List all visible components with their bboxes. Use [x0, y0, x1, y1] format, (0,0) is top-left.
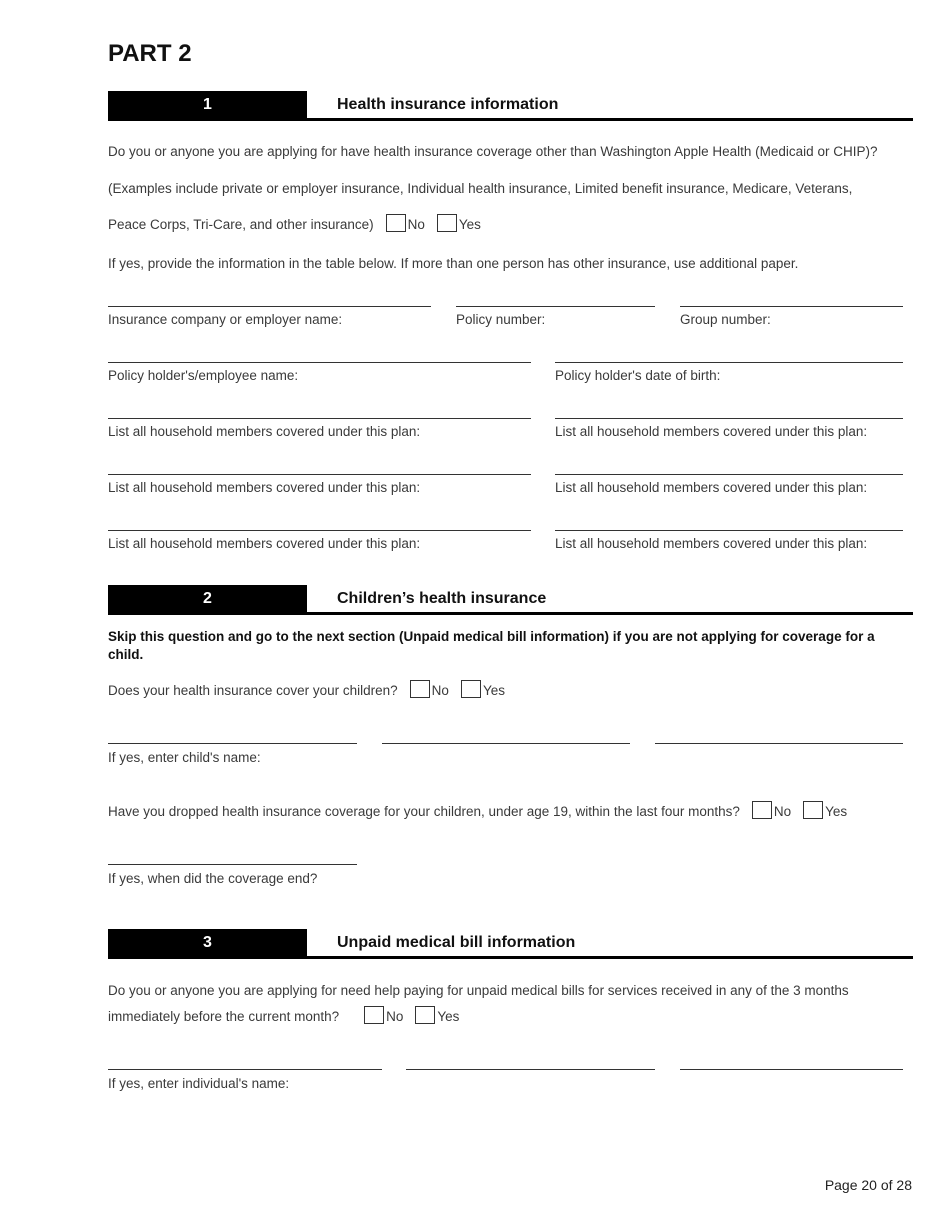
- policy-number-field[interactable]: [456, 306, 655, 307]
- s1-question-line-2: (Examples include private or employer insurance, Individual health insurance, Limited benefit insurance, Medicare, Veterans,: [108, 181, 853, 196]
- s3-no-checkbox[interactable]: [364, 1006, 384, 1024]
- holder-name-label: Policy holder's/employee name:: [108, 368, 299, 383]
- section-title: Health insurance information: [337, 96, 559, 113]
- s3-question-line-2-text: immediately before the current month?: [108, 1009, 340, 1024]
- member-field[interactable]: [555, 530, 903, 531]
- s1-question-line-3-text: Peace Corps, Tri-Care, and other insurance): [108, 217, 374, 232]
- s2-dropped-yes-label: Yes: [825, 804, 848, 819]
- section-number: 3: [108, 929, 307, 956]
- child-name-field[interactable]: [108, 743, 357, 744]
- group-number-field[interactable]: [680, 306, 903, 307]
- s3-yes-label: Yes: [437, 1009, 460, 1024]
- child-name-field[interactable]: [655, 743, 903, 744]
- s2-cover-no-label: No: [431, 683, 449, 698]
- coverage-end-field[interactable]: [108, 864, 357, 865]
- coverage-end-label: If yes, when did the coverage end?: [108, 871, 318, 886]
- child-name-label: If yes, enter child's name:: [108, 750, 261, 765]
- section-3-header: [108, 929, 913, 959]
- s2-cover-yes-checkbox[interactable]: [461, 680, 481, 698]
- s3-no-label: No: [386, 1009, 404, 1024]
- holder-name-field[interactable]: [108, 362, 531, 363]
- individual-name-field[interactable]: [406, 1069, 655, 1070]
- s2-cover-question-text: Does your health insurance cover your children?: [108, 683, 398, 698]
- s2-cover-no-checkbox[interactable]: [410, 680, 430, 698]
- section-number: 1: [108, 91, 307, 118]
- section-title: Unpaid medical bill information: [337, 934, 576, 951]
- page-number: Page 20 of 28: [824, 1177, 912, 1193]
- group-number-label: Group number:: [680, 312, 771, 327]
- members-label: List all household members covered under this plan:: [108, 536, 421, 551]
- section-number: 2: [108, 585, 307, 612]
- s3-yes-checkbox[interactable]: [415, 1006, 435, 1024]
- member-field[interactable]: [108, 418, 531, 419]
- s2-dropped-yes-checkbox[interactable]: [803, 801, 823, 819]
- section-title: Children’s health insurance: [337, 590, 547, 607]
- s2-cover-yes-label: Yes: [482, 683, 505, 698]
- s1-question-line-1: Do you or anyone you are applying for have health insurance coverage other than Washington Apple Health (Medicaid or CHIP)?: [108, 144, 878, 159]
- s2-dropped-question-text: Have you dropped health insurance coverage for your children, under age 19, within the last four months?: [108, 804, 740, 819]
- members-label: List all household members covered under this plan:: [555, 424, 868, 439]
- insurer-name-label: Insurance company or employer name:: [108, 312, 343, 327]
- s2-skip-note: Skip this question and go to the next section (Unpaid medical bill information) if you are not applying for coverage for a child.: [108, 629, 875, 662]
- s2-dropped-no-label: No: [773, 804, 792, 819]
- s1-yes-checkbox[interactable]: [437, 214, 457, 232]
- insurer-name-field[interactable]: [108, 306, 431, 307]
- policy-number-label: Policy number:: [456, 312, 546, 327]
- s1-no-checkbox[interactable]: [386, 214, 406, 232]
- holder-dob-label: Policy holder's date of birth:: [555, 368, 721, 383]
- s3-question-line-1: Do you or anyone you are applying for need help paying for unpaid medical bills for services received in any of the 3 months: [108, 983, 849, 998]
- members-label: List all household members covered under this plan:: [108, 424, 421, 439]
- s3-question-line-2: [108, 1005, 459, 1029]
- section-1-header: [108, 91, 913, 121]
- s2-dropped-question: [108, 800, 847, 824]
- members-label: List all household members covered under this plan:: [555, 480, 868, 495]
- members-label: List all household members covered under this plan:: [108, 480, 421, 495]
- member-field[interactable]: [555, 418, 903, 419]
- s2-dropped-no-checkbox[interactable]: [752, 801, 772, 819]
- s1-instruction: If yes, provide the information in the table below. If more than one person has other insurance, use additional paper.: [108, 256, 799, 271]
- part-title: PART 2: [108, 40, 192, 67]
- individual-name-label: If yes, enter individual's name:: [108, 1076, 290, 1091]
- individual-name-field[interactable]: [680, 1069, 903, 1070]
- member-field[interactable]: [108, 530, 531, 531]
- individual-name-field[interactable]: [108, 1069, 382, 1070]
- s1-no-label: No: [407, 217, 425, 232]
- s1-yes-label: Yes: [458, 217, 481, 232]
- members-label: List all household members covered under this plan:: [555, 536, 868, 551]
- s1-question-line-3: [108, 213, 481, 237]
- child-name-field[interactable]: [382, 743, 630, 744]
- s2-cover-question: [108, 679, 505, 703]
- member-field[interactable]: [555, 474, 903, 475]
- member-field[interactable]: [108, 474, 531, 475]
- holder-dob-field[interactable]: [555, 362, 903, 363]
- section-2-header: [108, 585, 913, 615]
